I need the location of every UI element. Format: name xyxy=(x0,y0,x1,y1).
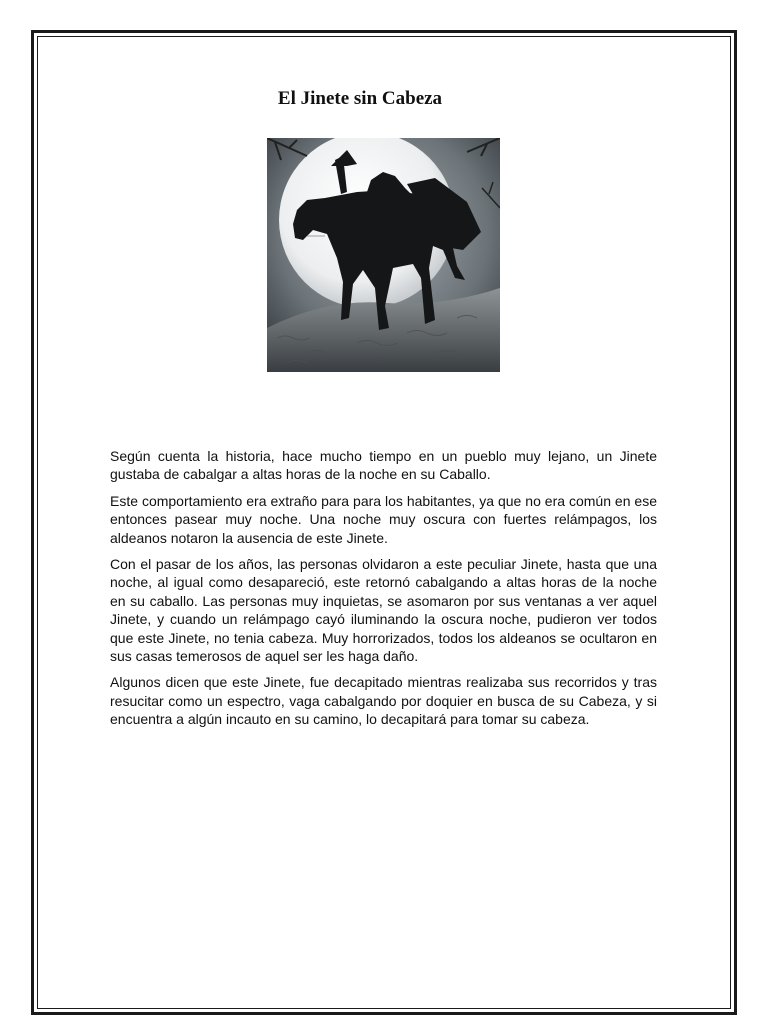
story-body xyxy=(110,447,657,737)
headless-horseman-illustration xyxy=(267,138,500,372)
document-title: El Jinete sin Cabeza xyxy=(277,88,443,109)
paragraph: Este comportamiento era extraño para para los habitantes, ya que no era común en ese entonces pasear muy noche. Una noche muy oscura con fuertes relámpagos, los aldeanos notaron la ausencia de este Jinete. xyxy=(110,492,657,546)
paragraph: Según cuenta la historia, hace mucho tiempo en un pueblo muy lejano, un Jinete gustaba de cabalgar a altas horas de la noche en su Caballo. xyxy=(110,448,657,483)
paragraph: Con el pasar de los años, las personas olvidaron a este peculiar Jinete, hasta que una noche, al igual como desapareció, este retornó cabalgando a altas horas de la noche en su caballo. Las personas muy inquietas, se asomaron por sus ventanas a ver aquel Jinete, y cuando un relámpago cayó iluminando la oscura noche, pudieron ver todos que este Jinete, no tenia cabeza. Muy horrorizados, todos los aldeanos se ocultaron en sus casas temerosos de aquel ser les haga daño. xyxy=(110,556,657,665)
paragraph: Algunos dicen que este Jinete, fue decapitado mientras realizaba sus recorridos y tras resucitar como un espectro, vaga cabalgando por doquier en busca de su Cabeza, y si encuentra a algún incauto en su camino, lo decapitará para tomar su cabeza. xyxy=(110,674,657,728)
